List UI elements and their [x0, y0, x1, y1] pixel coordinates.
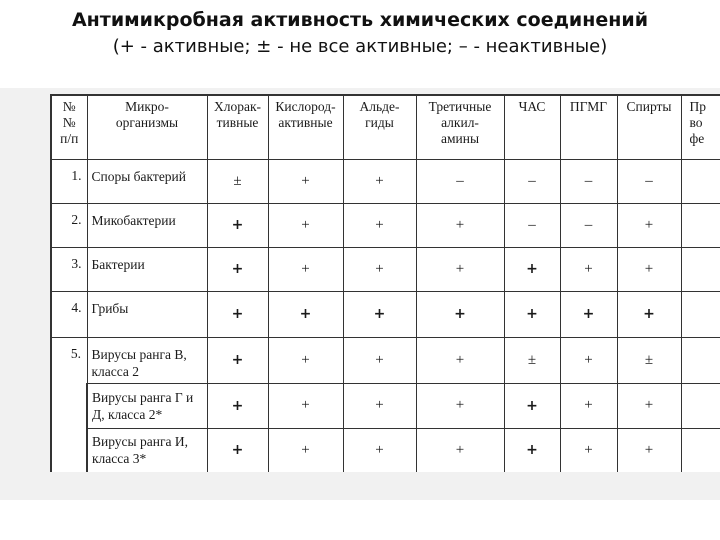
cell-value: +	[416, 337, 504, 383]
row-organism: Микобактерии	[87, 203, 207, 247]
cell-value: +	[617, 383, 681, 428]
cell-value: +	[504, 247, 560, 291]
cell-value: +	[268, 203, 343, 247]
cell-value	[681, 203, 720, 247]
cell-value: +	[416, 428, 504, 472]
header-tertiary-amines: Третичные алкил- амины	[416, 95, 504, 159]
cell-value: +	[416, 247, 504, 291]
cell-value: +	[268, 428, 343, 472]
header-number: № № п/п	[51, 95, 87, 159]
row-number: 1.	[51, 159, 87, 203]
cell-value: +	[504, 383, 560, 428]
cell-value: +	[617, 203, 681, 247]
header-aldehydes: Альде- гиды	[343, 95, 416, 159]
cell-value: –	[560, 159, 617, 203]
cell-value: +	[207, 291, 268, 337]
cell-value: +	[207, 428, 268, 472]
row-number: 5.	[51, 337, 87, 472]
cell-value: +	[343, 247, 416, 291]
page-title: Антимикробная активность химических соединений	[71, 9, 649, 31]
row-number: 4.	[51, 291, 87, 337]
cell-value: +	[416, 383, 504, 428]
cell-value: ±	[504, 337, 560, 383]
row-organism: Вирусы ранга И, класса 3*	[87, 428, 207, 472]
cell-value: ±	[207, 159, 268, 203]
cell-value: +	[617, 247, 681, 291]
cell-value: +	[416, 203, 504, 247]
header-microorganisms: Микро- организмы	[87, 95, 207, 159]
cell-value: +	[343, 428, 416, 472]
cell-value: +	[268, 247, 343, 291]
header-chlorine-active: Хлорак- тивные	[207, 95, 268, 159]
cell-value: +	[268, 383, 343, 428]
scanned-table-sheet	[50, 94, 720, 472]
cell-value: +	[560, 247, 617, 291]
page-subtitle: (+ - активные; ± - не все активные; – - неактивные)	[112, 36, 608, 57]
row-number: 3.	[51, 247, 87, 291]
cell-value: –	[504, 159, 560, 203]
cell-value: +	[268, 337, 343, 383]
table-row	[51, 383, 720, 428]
row-number: 2.	[51, 203, 87, 247]
cell-value: +	[504, 428, 560, 472]
cell-value: +	[343, 337, 416, 383]
table-row	[51, 428, 720, 472]
header-pgmg: ПГМГ	[560, 95, 617, 159]
cell-value: +	[560, 383, 617, 428]
cell-value: +	[343, 203, 416, 247]
cell-value: +	[268, 291, 343, 337]
cell-value: +	[207, 383, 268, 428]
cell-value: +	[343, 383, 416, 428]
cell-value: +	[343, 159, 416, 203]
cell-value: ±	[617, 337, 681, 383]
table-row	[51, 291, 720, 337]
cell-value: +	[416, 291, 504, 337]
table-row	[51, 203, 720, 247]
activity-table	[50, 94, 720, 472]
cell-value: +	[617, 291, 681, 337]
cell-value: +	[504, 291, 560, 337]
cell-value: –	[416, 159, 504, 203]
cell-value: +	[560, 337, 617, 383]
table-row	[51, 247, 720, 291]
header-cut-off: Пр во фе	[681, 95, 720, 159]
row-organism: Вирусы ранга В, класса 2	[87, 337, 207, 383]
cell-value: +	[343, 291, 416, 337]
header-oxygen-active: Кислород- активные	[268, 95, 343, 159]
table-row	[51, 337, 720, 383]
cell-value: –	[617, 159, 681, 203]
cell-value: +	[560, 428, 617, 472]
cell-value: +	[268, 159, 343, 203]
table-header-row	[51, 95, 720, 159]
header-quats: ЧАС	[504, 95, 560, 159]
cell-value: +	[207, 203, 268, 247]
cell-value: +	[207, 337, 268, 383]
cell-value	[681, 428, 720, 472]
cell-value	[681, 247, 720, 291]
header-alcohols: Спирты	[617, 95, 681, 159]
row-organism: Вирусы ранга Г и Д, класса 2*	[87, 383, 207, 428]
cell-value: +	[560, 291, 617, 337]
cell-value: –	[560, 203, 617, 247]
row-organism: Грибы	[87, 291, 207, 337]
cell-value	[681, 291, 720, 337]
cell-value: +	[207, 247, 268, 291]
cell-value	[681, 383, 720, 428]
cell-value: +	[617, 428, 681, 472]
table-row	[51, 159, 720, 203]
cell-value	[681, 337, 720, 383]
row-organism: Бактерии	[87, 247, 207, 291]
row-organism: Споры бактерий	[87, 159, 207, 203]
cell-value	[681, 159, 720, 203]
cell-value: –	[504, 203, 560, 247]
